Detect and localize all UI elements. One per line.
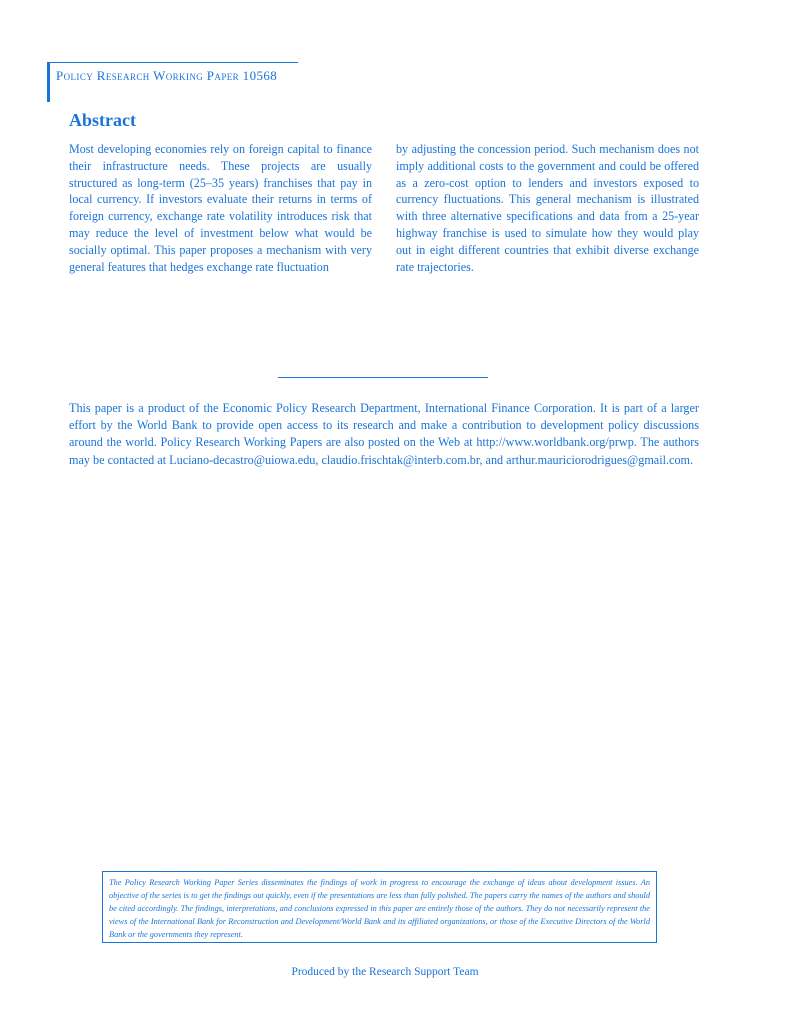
abstract-left-column: Most developing economies rely on foreign capital to finance their infrastructure needs. These projects are usually structured as long-term (25–35 years) franchises that pay in local currency. If investors evaluate their returns in terms of foreign currency, exchange rate volatility introduces risk that may reduce the level of investment below what would be socially optimal. This paper proposes a mechanism with very general features that hedges exchange rate fluctuation bbox=[69, 142, 372, 274]
produced-by: Produced by the Research Support Team bbox=[291, 966, 479, 978]
header-rule bbox=[48, 62, 298, 63]
header-accent-bar bbox=[47, 62, 50, 102]
section-divider bbox=[278, 377, 488, 378]
product-note: This paper is a product of the Economic Policy Research Department, International Finance Corporation. It is part of a larger effort by the World Bank to provide open access to its research and make a contribution to development policy discussions around the world. Policy Research Working Papers are also posted on the Web at http://www.worldbank.org/prwp. The authors may be contacted at Luciano-decastro@uiowa.edu, claudio.frischtak@interb.com.br, and arthur.mauriciorodrigues@gmail.com. bbox=[69, 401, 699, 467]
series-title: Policy Research Working Paper 10568 bbox=[56, 68, 278, 83]
disclaimer-text: The Policy Research Working Paper Series disseminates the findings of work in progress to encourage the exchange of ideas about development issues. An objective of the series is to get the findings out quickly, even if the presentations are less than fully polished. The papers carry the names of the authors and should be cited accordingly. The findings, interpretations, and conclusions expressed in this paper are entirely those of the authors. They do not necessarily represent the views of the International Bank for Reconstruction and Development/World Bank and its affiliated organizations, or those of the Executive Directors of the World Bank or the governments they represent. bbox=[109, 878, 650, 940]
disclaimer-box bbox=[102, 871, 657, 943]
abstract-heading: Abstract bbox=[69, 110, 136, 130]
abstract-right-column: by adjusting the concession period. Such mechanism does not imply additional costs to the government and could be offered as a zero-cost option to lenders and investors exposed to currency fluctuations. This general mechanism is illustrated with three alternative specifications and data from a 25-year highway franchise is used to simulate how they would play out in eight different countries that exhibit diverse exchange rate trajectories. bbox=[396, 142, 699, 274]
